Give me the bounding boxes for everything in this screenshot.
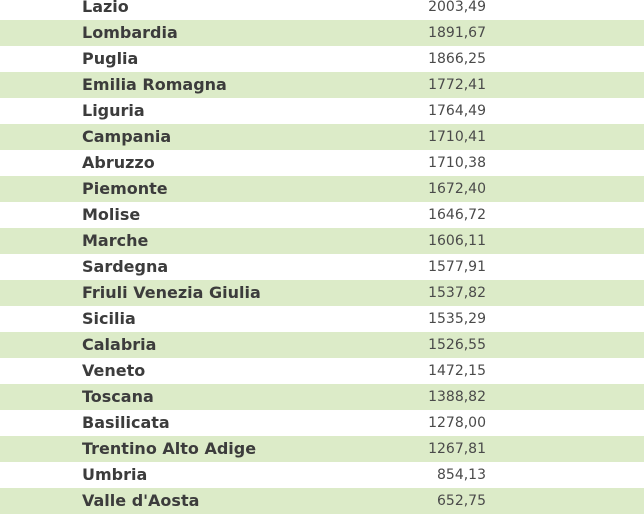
table-row xyxy=(0,488,644,514)
region-name: Veneto xyxy=(82,361,146,380)
region-value: 652,75 xyxy=(437,493,486,509)
table-row xyxy=(0,410,644,436)
table-row xyxy=(0,0,644,20)
region-value: 1891,67 xyxy=(428,25,486,41)
region-name: Sardegna xyxy=(82,257,169,276)
table-row xyxy=(0,98,644,124)
table-row xyxy=(0,124,644,150)
table-row xyxy=(0,202,644,228)
region-name: Friuli Venezia Giulia xyxy=(82,283,261,302)
region-value: 1710,38 xyxy=(428,155,486,171)
table-row xyxy=(0,384,644,410)
region-value: 1672,40 xyxy=(428,181,486,197)
region-name: Emilia Romagna xyxy=(82,75,227,94)
region-value: 1866,25 xyxy=(428,51,486,67)
region-value: 1537,82 xyxy=(428,285,486,301)
region-value: 1278,00 xyxy=(428,415,486,431)
table-row xyxy=(0,358,644,384)
region-name: Piemonte xyxy=(82,179,168,198)
region-name: Lazio xyxy=(82,0,129,16)
table-row xyxy=(0,462,644,488)
region-name: Sicilia xyxy=(82,309,136,328)
region-value: 1577,91 xyxy=(428,259,486,275)
table-row xyxy=(0,254,644,280)
region-value: 1772,41 xyxy=(428,77,486,93)
region-value: 1710,41 xyxy=(428,129,486,145)
table-row xyxy=(0,306,644,332)
region-value: 1606,11 xyxy=(428,233,486,249)
region-name: Liguria xyxy=(82,101,145,120)
table-row xyxy=(0,176,644,202)
table-row xyxy=(0,46,644,72)
region-name: Trentino Alto Adige xyxy=(82,439,257,458)
region-value: 1388,82 xyxy=(428,389,486,405)
region-value: 1472,15 xyxy=(428,363,486,379)
table-row xyxy=(0,436,644,462)
region-value: 1535,29 xyxy=(428,311,486,327)
region-name: Umbria xyxy=(82,465,148,484)
table-row xyxy=(0,20,644,46)
region-value: 1764,49 xyxy=(428,103,486,119)
table-row xyxy=(0,228,644,254)
table-row xyxy=(0,150,644,176)
region-name: Calabria xyxy=(82,335,157,354)
table-row xyxy=(0,332,644,358)
region-value: 1646,72 xyxy=(428,207,486,223)
region-name: Marche xyxy=(82,231,149,250)
region-name: Valle d'Aosta xyxy=(82,491,200,510)
region-value: 2003,49 xyxy=(428,0,486,15)
region-value: 1526,55 xyxy=(428,337,486,353)
region-name: Campania xyxy=(82,127,172,146)
region-name: Abruzzo xyxy=(82,153,155,172)
region-name: Molise xyxy=(82,205,141,224)
table-row xyxy=(0,280,644,306)
region-value: 1267,81 xyxy=(428,441,486,457)
table-row xyxy=(0,72,644,98)
region-name: Lombardia xyxy=(82,23,178,42)
region-name: Toscana xyxy=(82,387,154,406)
region-name: Puglia xyxy=(82,49,139,68)
region-value: 854,13 xyxy=(437,467,486,483)
region-name: Basilicata xyxy=(82,413,170,432)
